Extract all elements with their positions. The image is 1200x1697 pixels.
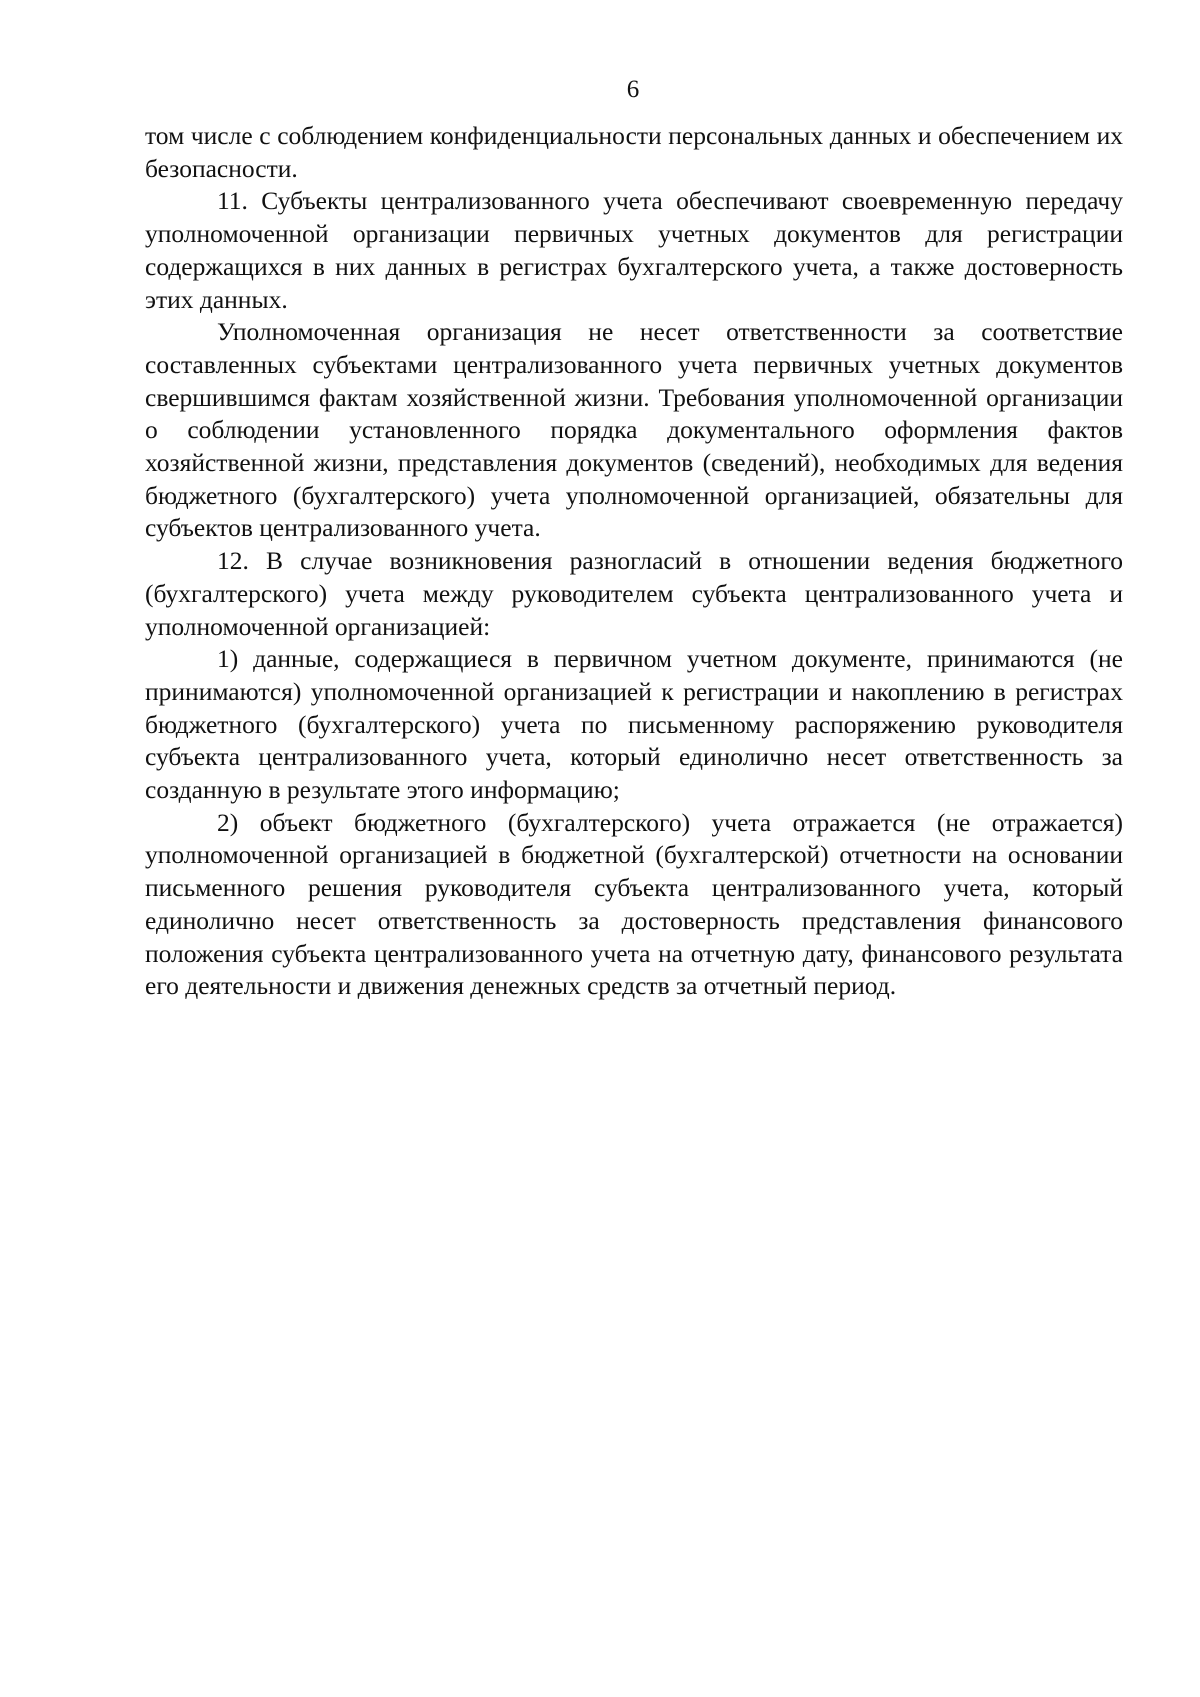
document-body — [145, 120, 1123, 1003]
paragraph-item-1: 1) данные, содержащиеся в первичном учетном документе, принимаются (не принимаются) уполномоченной организацией к регистрации и накоплению в регистрах бюджетного (бухгалтерского) учета по письменному распоряжению руководителя субъекта централизованного учета, который единолично несет ответственность за созданную в результате этого информацию; — [145, 644, 1123, 805]
page-number: 6 — [626, 76, 640, 103]
paragraph-clause-12: 12. В случае возникновения разногласий в отношении ведения бюджетного (бухгалтерского) учета между руководителем субъекта централизованного учета и уполномоченной организацией: — [145, 546, 1123, 641]
paragraph-continuation: том числе с соблюдением конфиденциальности персональных данных и обеспечением их безопасности. — [145, 121, 1123, 183]
paragraph-responsibility: Уполномоченная организация не несет ответственности за соответствие составленных субъектами централизованного учета первичных учетных документов свершившимся фактам хозяйственной жизни. Требования уполномоченной организации о соблюдении установленного порядка документального оформления фактов хозяйственной жизни, представления документов (сведений), необходимых для ведения бюджетного (бухгалтерского) учета уполномоченной организацией, обязательны для субъектов централизованного учета. — [145, 317, 1123, 543]
paragraph-item-2: 2) объект бюджетного (бухгалтерского) учета отражается (не отражается) уполномоченной организацией в бюджетной (бухгалтерской) отчетности на основании письменного решения руководителя субъекта централизованного учета, который единолично несет ответственность за достоверность представления финансового положения субъекта централизованного учета на отчетную дату, финансового результата его деятельности и движения денежных средств за отчетный период. — [145, 807, 1123, 1001]
paragraph-clause-11: 11. Субъекты централизованного учета обеспечивают своевременную передачу уполномоченной организации первичных учетных документов для регистрации содержащихся в них данных в регистрах бухгалтерского учета, а также достоверность этих данных. — [145, 186, 1123, 314]
